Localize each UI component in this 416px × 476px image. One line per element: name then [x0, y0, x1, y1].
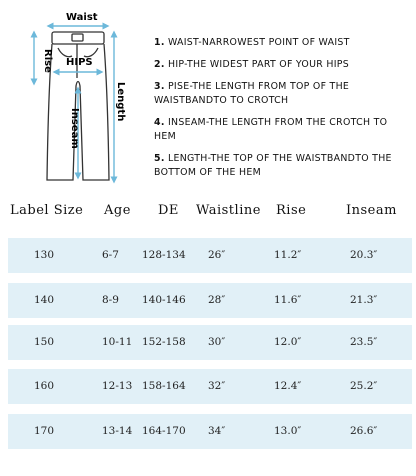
rise-label: Rise — [42, 49, 53, 73]
table-row — [8, 369, 412, 404]
cell-waistline: 28″ — [208, 294, 226, 306]
header-de: DE — [158, 203, 179, 218]
cell-rise: 13.0″ — [274, 425, 302, 437]
header-rise: Rise — [276, 203, 307, 218]
cell-label-size: 170 — [34, 425, 55, 437]
cell-inseam: 26.6″ — [350, 425, 378, 437]
button-icon — [72, 34, 83, 41]
cell-waistline: 30″ — [208, 336, 226, 348]
hips-label: HIPS — [66, 57, 93, 68]
header-inseam: Inseam — [346, 203, 397, 218]
cell-de: 158-164 — [142, 380, 186, 392]
cell-age: 8-9 — [102, 294, 119, 306]
cell-age: 10-11 — [102, 336, 133, 348]
cell-age: 13-14 — [102, 425, 133, 437]
cell-de: 128-134 — [142, 249, 186, 261]
waist-label: Waist — [66, 12, 98, 23]
cell-inseam: 23.5″ — [350, 336, 378, 348]
cell-age: 6-7 — [102, 249, 119, 261]
cell-inseam: 20.3″ — [350, 249, 378, 261]
instruction-number: 3. — [154, 81, 165, 92]
pants-measurement-diagram — [0, 0, 150, 198]
table-row — [8, 283, 412, 318]
instruction-text: WAIST-NARROWEST POINT OF WAIST — [167, 37, 350, 48]
instruction-text: LENGTH-THE TOP OF THE WAISTBANDTO THE BOTTOM OF THE HEM — [154, 153, 392, 178]
header-label-size: Label Size — [10, 203, 84, 218]
inseam-label: Inseam — [69, 108, 80, 149]
cell-de: 140-146 — [142, 294, 186, 306]
instruction-inseam — [154, 116, 410, 144]
header-waistline: Waistline — [196, 203, 261, 218]
instruction-text: PISE-THE LENGTH FROM TOP OF THE WAISTBANDTO TO CROTCH — [154, 81, 350, 106]
cell-rise: 12.4″ — [274, 380, 302, 392]
cell-rise: 11.6″ — [274, 294, 302, 306]
cell-inseam: 25.2″ — [350, 380, 378, 392]
cell-label-size: 160 — [34, 380, 55, 392]
cell-label-size: 130 — [34, 249, 55, 261]
table-row — [8, 325, 412, 360]
cell-label-size: 140 — [34, 294, 55, 306]
cell-waistline: 26″ — [208, 249, 226, 261]
cell-inseam: 21.3″ — [350, 294, 378, 306]
header-age: Age — [104, 203, 131, 218]
instruction-number: 1. — [154, 37, 165, 48]
table-row — [8, 238, 412, 273]
instruction-text: INSEAM-THE LENGTH FROM THE CROTCH TO HEM — [154, 117, 388, 142]
table-row — [8, 414, 412, 449]
cell-de: 164-170 — [142, 425, 186, 437]
cell-waistline: 32″ — [208, 380, 226, 392]
instruction-number: 5. — [154, 153, 165, 164]
instruction-number: 2. — [154, 59, 165, 70]
table-header — [0, 198, 416, 228]
cell-rise: 11.2″ — [274, 249, 302, 261]
instruction-hip — [154, 58, 410, 72]
pocket-right — [84, 48, 98, 57]
length-label: Length — [115, 82, 126, 122]
instruction-rise — [154, 80, 410, 108]
instruction-length — [154, 152, 410, 180]
cell-label-size: 150 — [34, 336, 55, 348]
pocket-left — [58, 48, 72, 57]
instruction-waist — [154, 36, 410, 50]
cell-waistline: 34″ — [208, 425, 226, 437]
size-table — [0, 198, 416, 437]
cell-age: 12-13 — [102, 380, 133, 392]
cell-rise: 12.0″ — [274, 336, 302, 348]
instruction-number: 4. — [154, 117, 165, 128]
instruction-text: HIP-THE WIDEST PART OF YOUR HIPS — [167, 59, 349, 70]
measurement-instructions — [154, 36, 410, 188]
cell-de: 152-158 — [142, 336, 186, 348]
